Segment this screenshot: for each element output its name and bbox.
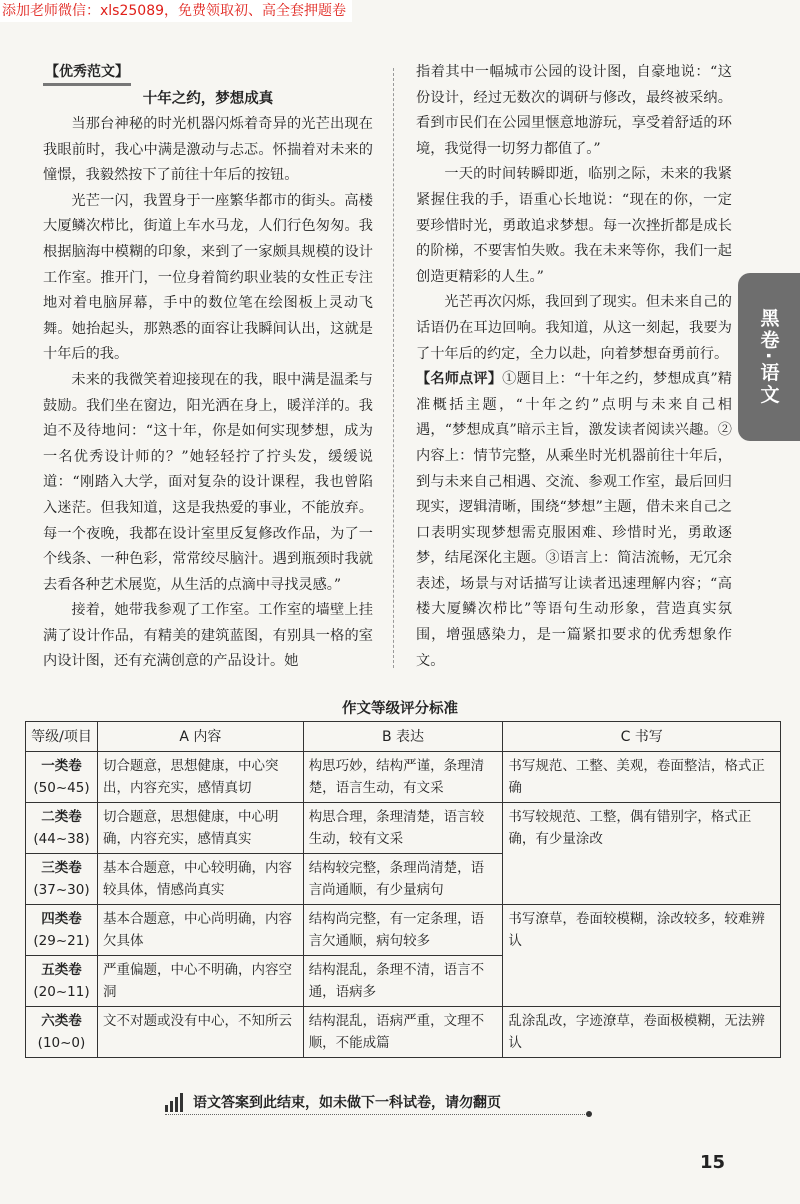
end-of-answers-note — [165, 1092, 605, 1112]
essay-paragraph: 光芒再次闪烁，我回到了现实。但未来自己的话语仍在耳边回响。我知道，从这一刻起，我要为了十年后的约定，全力以赴，向着梦想奋勇前行。 — [416, 294, 732, 362]
essay-paragraph: 指着其中一幅城市公园的设计图，自豪地说：“这份设计，经过无数次的调研与修改，最终被采纳。看到市民们在公园里惬意地游玩，享受着舒适的环境，我觉得一切努力都值了。” — [416, 64, 732, 157]
header-expression: B 表达 — [303, 722, 503, 752]
comment-tag: 【名师点评】 — [416, 371, 503, 388]
content-cell: 基本合题意，中心较明确，内容较具体，情感尚真实 — [97, 854, 303, 905]
level-cell: 三类卷 (37~30) — [26, 854, 98, 905]
footer-dot — [586, 1111, 592, 1117]
teacher-comment — [416, 367, 732, 674]
table-title: 作文等级评分标准 — [342, 701, 458, 717]
writing-cell: 乱涂乱改，字迹潦草，卷面极模糊，无法辨认 — [503, 1007, 781, 1058]
essay-paragraph: 一天的时间转瞬即逝，临别之际，未来的我紧紧握住我的手，语重心长地说：“现在的你，一定要珍惜时光，勇敢追求梦想。每一次挫折都是成长的阶梯，不要害怕失败。我在未来等你，我们一起创造更精彩的人生。” — [416, 166, 732, 285]
footer-dotted-line — [165, 1114, 587, 1115]
content-cell: 基本合题意，中心尚明确，内容欠具体 — [97, 905, 303, 956]
level-cell: 四类卷 (29~21) — [26, 905, 98, 956]
page-number: 15 — [700, 1152, 726, 1173]
end-note-text: 语文答案到此结束，如未做下一科试卷，请勿翻页 — [193, 1095, 501, 1111]
essay-paragraph: 光芒一闪，我置身于一座繁华都市的街头。高楼大厦鳞次栉比，街道上车水马龙，人们行色匆匆。我根据脑海中模糊的印象，来到了一家颇具规模的设计工作室。推开门，一位身着简约职业装的女性正专注地对着电脑屏幕，手中的数位笔在绘图板上灵动飞舞。她抬起头，那熟悉的面容让我瞬间认出，这就是十年后的我。 — [43, 192, 373, 363]
essay-paragraph: 当那台神秘的时光机器闪烁着奇异的光芒出现在我眼前时，我心中满是激动与忐忑。怀揣着对未来的憧憬，我毅然按下了前往十年后的按钮。 — [43, 116, 373, 184]
side-tab-label: 黑卷·语文 — [757, 307, 780, 407]
writing-cell: 书写潦草，卷面较模糊，涂改较多，较难辨认 — [503, 905, 781, 1007]
level-cell: 五类卷 (20~11) — [26, 956, 98, 1007]
table-row — [26, 1007, 781, 1058]
watermark-banner: 添加老师微信：xls25089，免费领取初、高全套押题卷 — [0, 0, 352, 22]
essay-paragraph: 未来的我微笑着迎接现在的我，眼中满是温柔与鼓励。我们坐在窗边，阳光洒在身上，暖洋洋的。我迫不及待地问：“这十年，你是如何实现梦想，成为一名优秀设计师的？”她轻轻拧了拧头发，缓缓说道：“刚踏入大学，面对复杂的设计课程，我也曾陷入迷茫。但我知道，这是我热爱的事业，不能放弃。每一个夜晚，我都在设计室里反复修改作品，为了一个线条、一种色彩，常常绞尽脑汁。遇到瓶颈时我就去看各种艺术展览，从生活的点滴中寻找灵感。” — [43, 371, 373, 593]
expression-cell: 构思合理，条理清楚，语言较生动，较有文采 — [303, 803, 503, 854]
expression-cell: 结构混乱，条理不清，语言不通，语病多 — [303, 956, 503, 1007]
content-cell: 严重偏题，中心不明确，内容空洞 — [97, 956, 303, 1007]
essay-tag: 【优秀范文】 — [43, 61, 131, 86]
level-cell: 一类卷 (50~45) — [26, 752, 98, 803]
essay-left-column — [43, 60, 373, 675]
essay-right-column — [416, 60, 732, 674]
header-level: 等级/项目 — [26, 722, 98, 752]
signal-bars-icon — [165, 1092, 183, 1112]
header-content: A 内容 — [97, 722, 303, 752]
comment-body: ①题目上：“十年之约，梦想成真”精准概括主题，“十年之约”点明与未来自己相遇，“梦想成真”暗示主旨，激发读者阅读兴趣。②内容上：情节完整，从乘坐时光机器前往十年后，到与未来自己相遇、交流、参观工作室，最后回归现实，逻辑清晰，围绕“梦想”主题，借未来自己之口表明实现梦想需克服困难、珍惜时光，勇敢逐梦，结尾深化主题。③语言上：简洁流畅，无冗余表述，场景与对话描写让读者迅速理解内容；“高楼大厦鳞次栉比”等语句生动形象，营造真实氛围，增强感染力，是一篇紧扣要求的优秀想象作文。 — [416, 371, 732, 669]
table-header-row — [26, 722, 781, 752]
expression-cell: 结构较完整，条理尚清楚，语言尚通顺，有少量病句 — [303, 854, 503, 905]
essay-title: 十年之约，梦想成真 — [142, 91, 274, 107]
table-row — [26, 752, 781, 803]
table-row — [26, 803, 781, 854]
writing-cell: 书写较规范、工整，偶有错别字，格式正确，有少量涂改 — [503, 803, 781, 905]
writing-cell: 书写规范、工整、美观，卷面整洁，格式正确 — [503, 752, 781, 803]
header-writing: C 书写 — [503, 722, 781, 752]
content-cell: 切合题意，思想健康，中心明确，内容充实，感情真实 — [97, 803, 303, 854]
table-row — [26, 905, 781, 956]
grading-table — [25, 721, 781, 1058]
expression-cell: 结构混乱，语病严重，文理不顺，不能成篇 — [303, 1007, 503, 1058]
essay-paragraph: 接着，她带我参观了工作室。工作室的墙壁上挂满了设计作品，有精美的建筑蓝图，有别具一格的室内设计图，还有充满创意的产品设计。她 — [43, 602, 373, 670]
subject-side-tab — [738, 273, 800, 441]
content-cell: 文不对题或没有中心，不知所云 — [97, 1007, 303, 1058]
expression-cell: 结构尚完整，有一定条理，语言欠通顺，病句较多 — [303, 905, 503, 956]
expression-cell: 构思巧妙，结构严谨，条理清楚，语言生动，有文采 — [303, 752, 503, 803]
column-divider — [393, 68, 394, 668]
level-cell: 二类卷 (44~38) — [26, 803, 98, 854]
level-cell: 六类卷 (10~0) — [26, 1007, 98, 1058]
content-cell: 切合题意，思想健康，中心突出，内容充实，感情真切 — [97, 752, 303, 803]
